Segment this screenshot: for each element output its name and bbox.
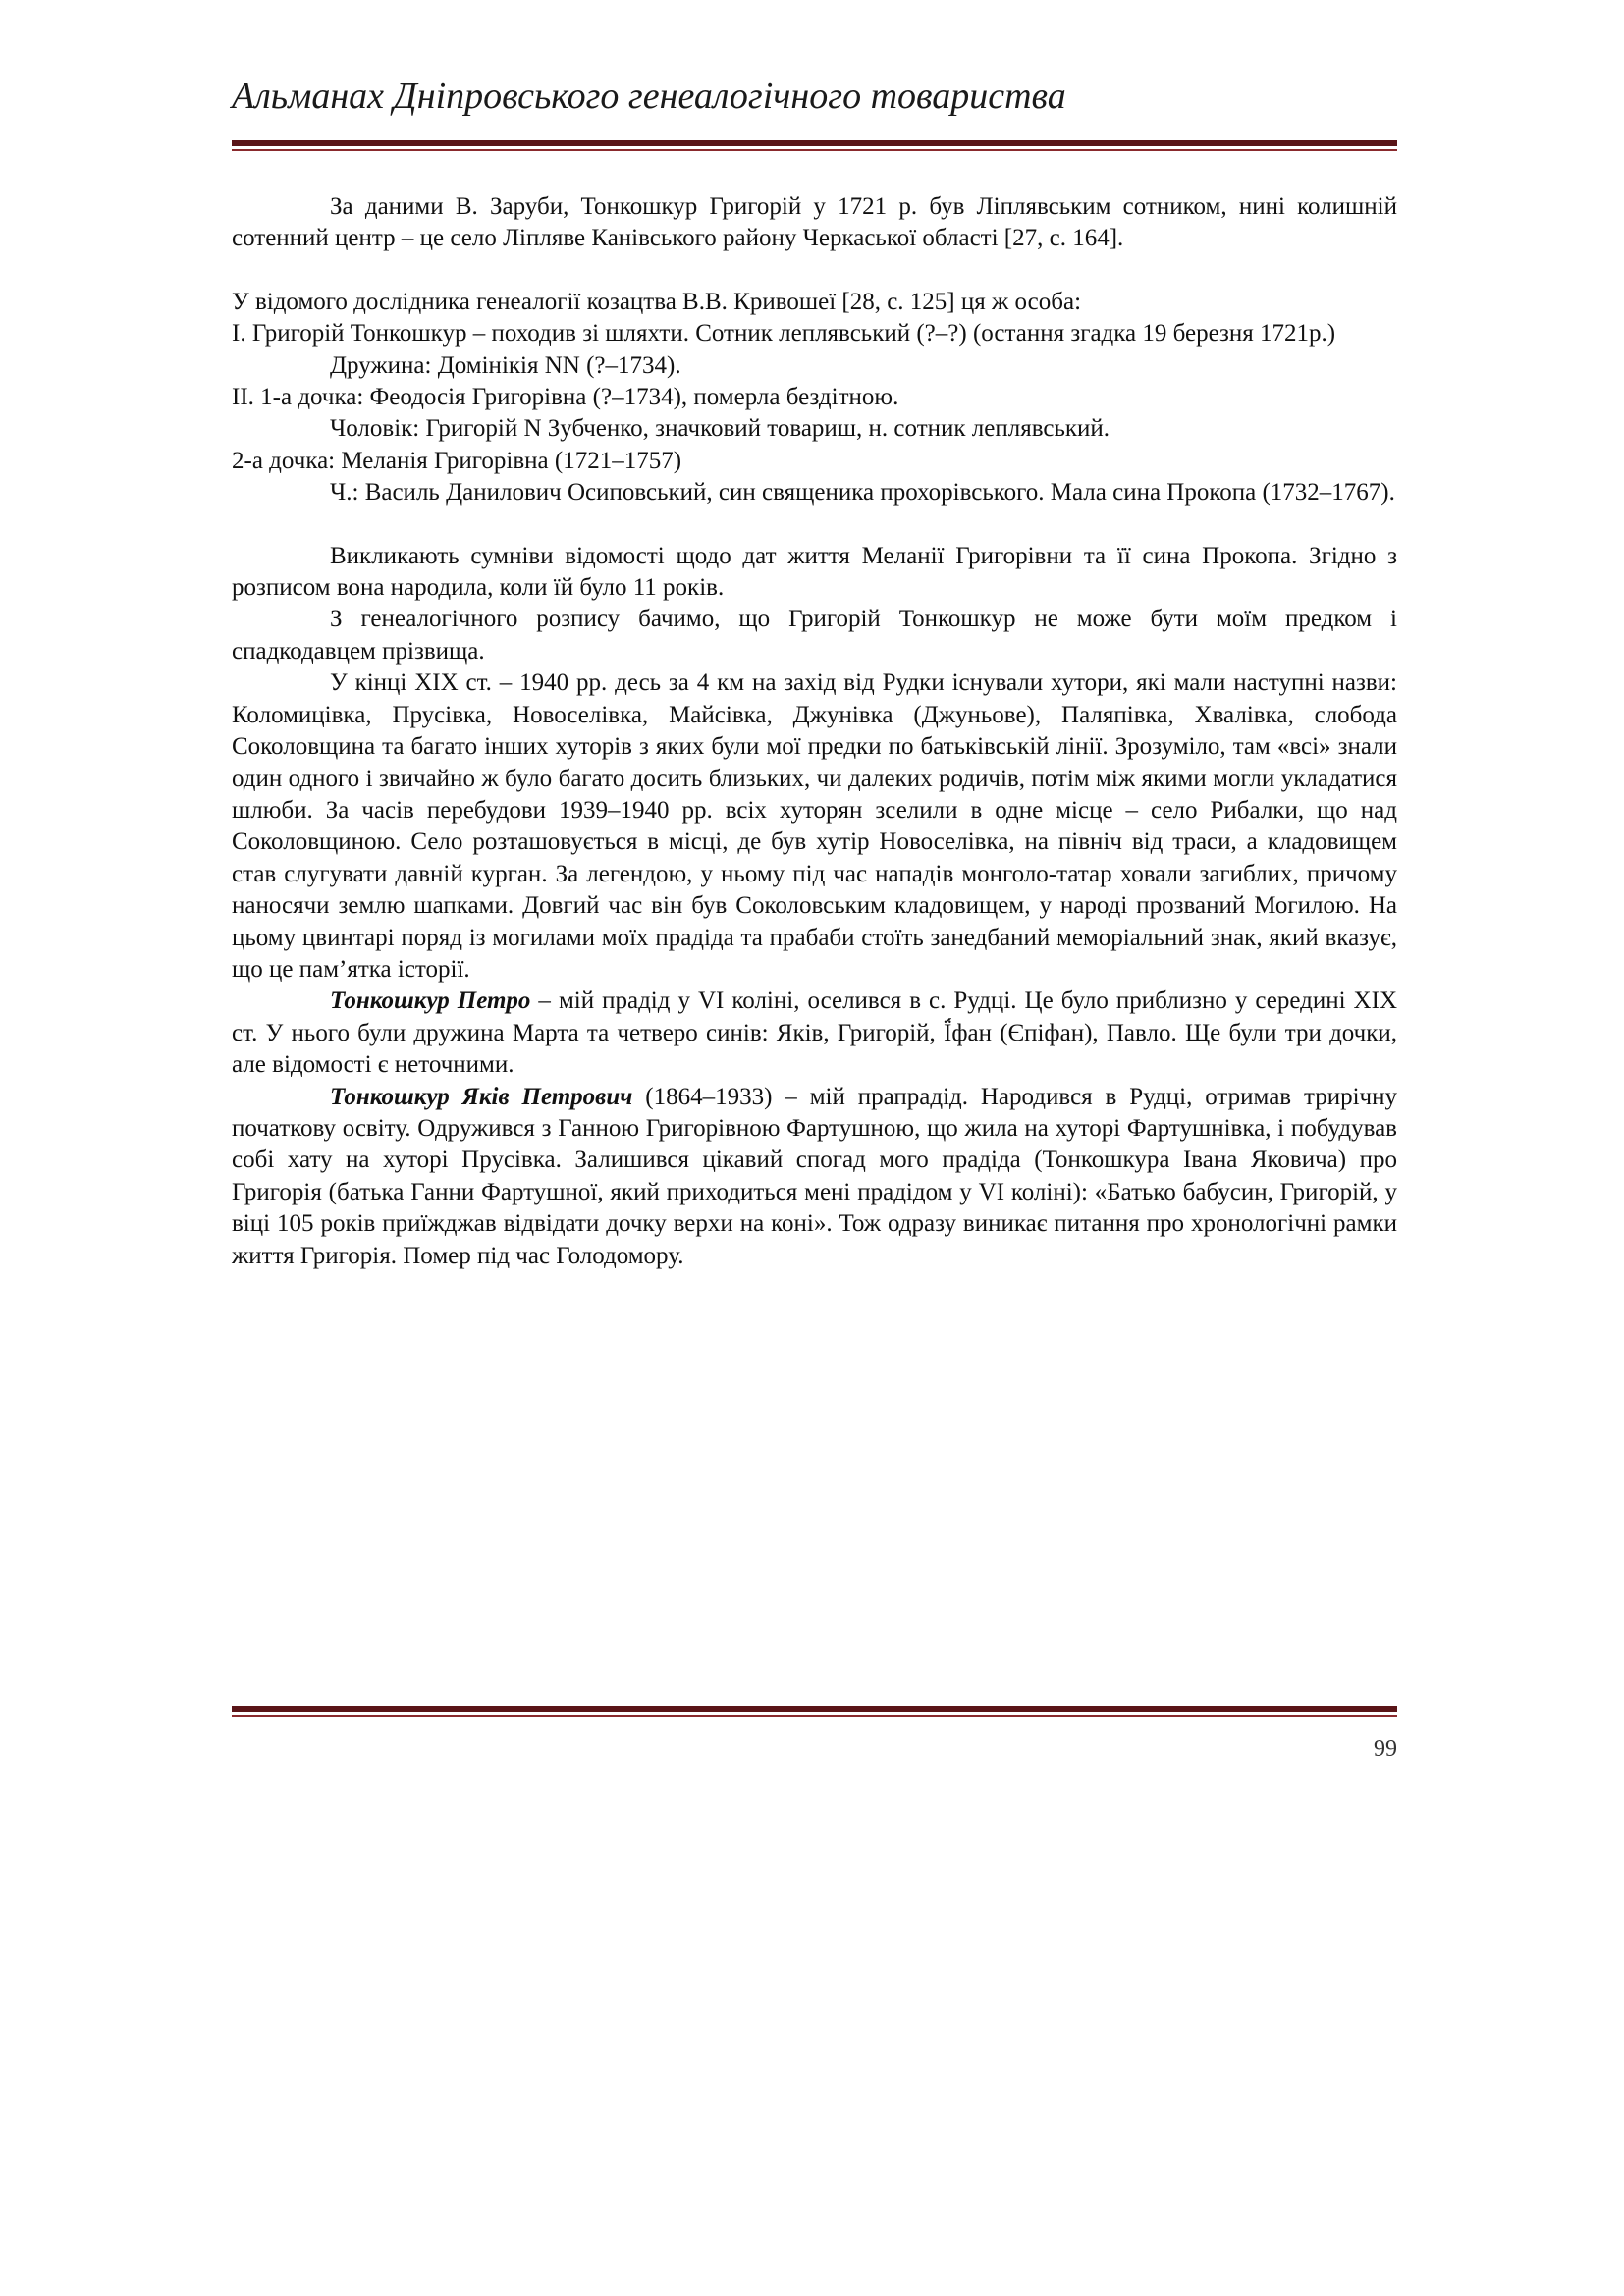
genealogy-entry-daughter-2: 2-а дочка: Меланія Григорівна (1721–1757) [232,447,682,474]
genealogy-entry-husband-1: Чоловік: Григорій N Зубченко, значковий товариш, н. сотник леплявський. [330,415,1110,443]
paragraph-yakiv-text: (1864–1933) – мій прапрадід. Народився в Рудці, отримав трирічну початкову освіту. Одружився з Ганною Григорівною Фартушною, що жила на хуторі Фартушнівка, і побудував собі хату на хуторі Прусівка. Залишився цікавий спогад мого прадіда (Тонкошкура Івана Яковича) про Григорія (батька Ганни Фартушної, який приходиться мені прадідом у VI коліні): «Батько бабусин, Григорій, у віці 105 років приїжджав відвідати дочку верхи на коні». Тож одразу виникає питання про хронологічні рамки життя Григорія. Помер під час Голодомору. [232,1083,1397,1269]
footer-rule-thin [232,1715,1397,1717]
paragraph-kryvoshei-intro: У відомого дослідника генеалогії козацтва В.В. Кривошеї [28, с. 125] ця ж особа: [232,288,1082,315]
genealogy-entry-husband-2: Ч.: Василь Данилович Осиповський, син священика прохорівського. Мала сина Прокопа (1732–1767). [330,479,1395,507]
genealogy-entry-daughter-1: ІІ. 1-а дочка: Феодосія Григорівна (?–1734), померла бездітною. [232,384,899,411]
paragraph-doubts: Викликають сумніви відомості щодо дат життя Меланії Григорівни та її сина Прокопа. Згідно з розписом вона народила, коли їй було 11 років. [232,542,1397,602]
paragraph-zaruba: За даними В. Заруби, Тонкошкур Григорій у 1721 р. був Ліплявським сотником, нині колишній сотенний центр – це село Ліпляве Канівського району Черкаської області [27, с. 164]. [232,193,1397,252]
footer-rule [232,1706,1397,1717]
running-header-title: Альманах Дніпровського генеалогічного товариства [232,76,1066,117]
paragraph-petro-text: – мій прадід у VI коліні, оселився в с. Рудці. Це було приблизно у середині ХІХ ст. У нього були дружина Марта та четверо синів: Яків, Григорій, Ї́фан (Єпіфан), Павло. Ще були три дочки, але відомості є неточними. [232,988,1397,1079]
paragraph-yakiv [232,1082,1397,1272]
paragraph-khutory: У кінці ХІХ ст. – 1940 рр. десь за 4 км на захід від Рудки існували хутори, які мали наступні назви: Коломицівка, Прусівка, Новоселівка, Майсівка, Джунівка (Джуньове), Паляпівка, Хвалівка, слобода Соколовщина та багато інших хуторів з яких були мої предки по батьківській лінії. Зрозуміло, там «всі» знали один одного і звичайно ж було багато досить близьких, чи далеких родичів, потім між якими могли укладатися шлюби. За часів перебудови 1939–1940 рр. всіх хуторян зселили в одне місце – село Рибалки, що над Соколовщиною. Село розташовується в місці, де був хутір Новоселівка, на північ від траси, а кладовищем став слугувати давній курган. За легендою, у ньому під час нападів монголо-татар ховали загиблих, причому наносячи землю шапками. Довгий час він був Соколовським кладовищем, у народі прозваний Могилою. На цьому цвинтарі поряд із могилами моїх прадіда та прабаби стоїть занедбаний меморіальний знак, який вказує, що це пам’ятка історії. [232,669,1397,983]
genealogy-entry-1: І. Григорій Тонкошкур – походив зі шляхти. Сотник леплявський (?–?) (остання згадка 19 березня 1721р.) [232,320,1336,347]
person-name-yakiv: Тонкошкур Яків Петрович [330,1083,633,1110]
body-text [232,191,1397,1272]
genealogy-entry-wife: Дружина: Домінікія NN (?–1734). [330,351,681,379]
paragraph-petro [232,986,1397,1081]
paragraph-conclusion: З генеалогічного розпису бачимо, що Григорій Тонкошкур не може бути моїм предком і спадкодавцем прізвища. [232,606,1397,665]
person-name-petro: Тонкошкур Петро [330,988,531,1015]
header-rule-thin [232,149,1397,151]
header-rule [232,140,1397,151]
page-number: 99 [1374,1736,1397,1762]
